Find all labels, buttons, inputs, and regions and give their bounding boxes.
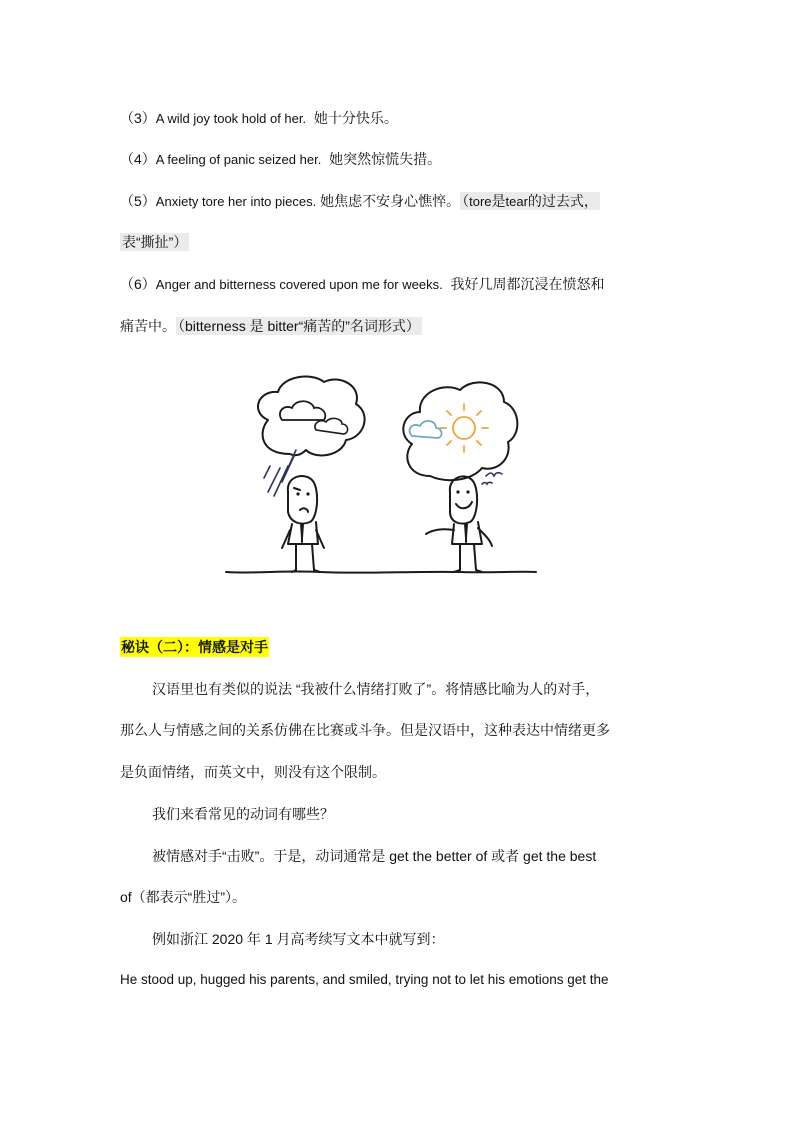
bird-icon (482, 473, 502, 484)
example-item-6-continued (120, 315, 676, 337)
grammar-note (460, 192, 600, 210)
rain-cloud-icon (280, 401, 348, 434)
rain-icon (264, 450, 296, 496)
english-sentence: A feeling of panic seized her. (155, 152, 322, 167)
grammar-note-continued: 表“撕扯”） (122, 234, 188, 250)
paragraph-text: 我们来看常见的动词有哪些？ (152, 806, 334, 822)
sun-icon (440, 404, 488, 452)
item-number: （6） (120, 276, 156, 292)
note-word: tore (469, 194, 492, 209)
example-item-6 (120, 273, 676, 296)
section-title: 秘诀（二）：情感是对手 (121, 639, 268, 655)
paragraph-text: 例如浙江 2020 年 1 月高考续写文本中就写到： (152, 931, 445, 947)
paragraph-text: 是负面情绪，而英文中，则没有这个限制。 (120, 764, 386, 780)
paragraph-text: 汉语里也有类似的说法 “我被什么情绪打败了”。将情感比喻为人的对手， (152, 681, 600, 697)
note-text: 的过去式， (527, 193, 598, 209)
note-text: （ (462, 193, 470, 209)
cloud-icon (410, 421, 442, 438)
example-item-4 (120, 148, 676, 171)
example-item-5 (120, 190, 676, 213)
happy-man-icon (426, 476, 492, 572)
left-thought-bubble (258, 377, 365, 456)
paragraph-text: of（都表示“胜过”）。 (120, 889, 246, 905)
chinese-translation: 她十分快乐。 (313, 110, 398, 126)
item-number: （3） (120, 110, 156, 126)
example-sentence (120, 969, 676, 991)
paragraph-3-line-1 (152, 845, 676, 867)
example-text: He stood up, hugged his parents, and smiled, trying not to let his emotions get the (120, 972, 609, 987)
example-item-3 (120, 107, 676, 130)
paragraph-2 (152, 803, 676, 825)
item-number: （4） (120, 151, 156, 167)
paragraph-4 (152, 928, 676, 950)
example-item-5-continued (120, 231, 676, 253)
chinese-translation: 她突然惊慌失措。 (329, 151, 442, 167)
illustration (220, 372, 550, 582)
paragraph-3-line-2 (120, 886, 676, 908)
grammar-note: （bitterness 是 bitter“痛苦的”名词形式） (178, 318, 420, 334)
english-sentence: Anger and bitterness covered upon me for weeks. (155, 277, 443, 292)
sad-man-icon (282, 476, 324, 572)
section-heading (120, 636, 676, 658)
paragraph-1-line-2 (120, 719, 676, 741)
ground-line (226, 571, 536, 572)
paragraph-text: 那么人与情感之间的关系仿佛在比赛或斗争。但是汉语中，这种表达中情绪更多 (120, 722, 610, 738)
paragraph-1-line-1 (152, 678, 676, 700)
chinese-translation-continued: 痛苦中。 (120, 318, 176, 334)
note-word: tear (505, 194, 528, 209)
paragraph-1-line-3 (120, 761, 676, 783)
paragraph-text: 被情感对手“击败”。于是，动词通常是 get the better of 或者 get the best (152, 848, 597, 864)
item-number: （5） (120, 193, 156, 209)
english-sentence: A wild joy took hold of her. (155, 111, 307, 126)
english-sentence: Anxiety tore her into pieces. (155, 194, 317, 209)
chinese-translation: 她焦虑不安身心憔悴。 (320, 193, 461, 209)
chinese-translation: 我好几周都沉浸在愤怒和 (450, 276, 605, 292)
note-text: 是 (491, 193, 506, 209)
right-thought-bubble (403, 382, 517, 480)
